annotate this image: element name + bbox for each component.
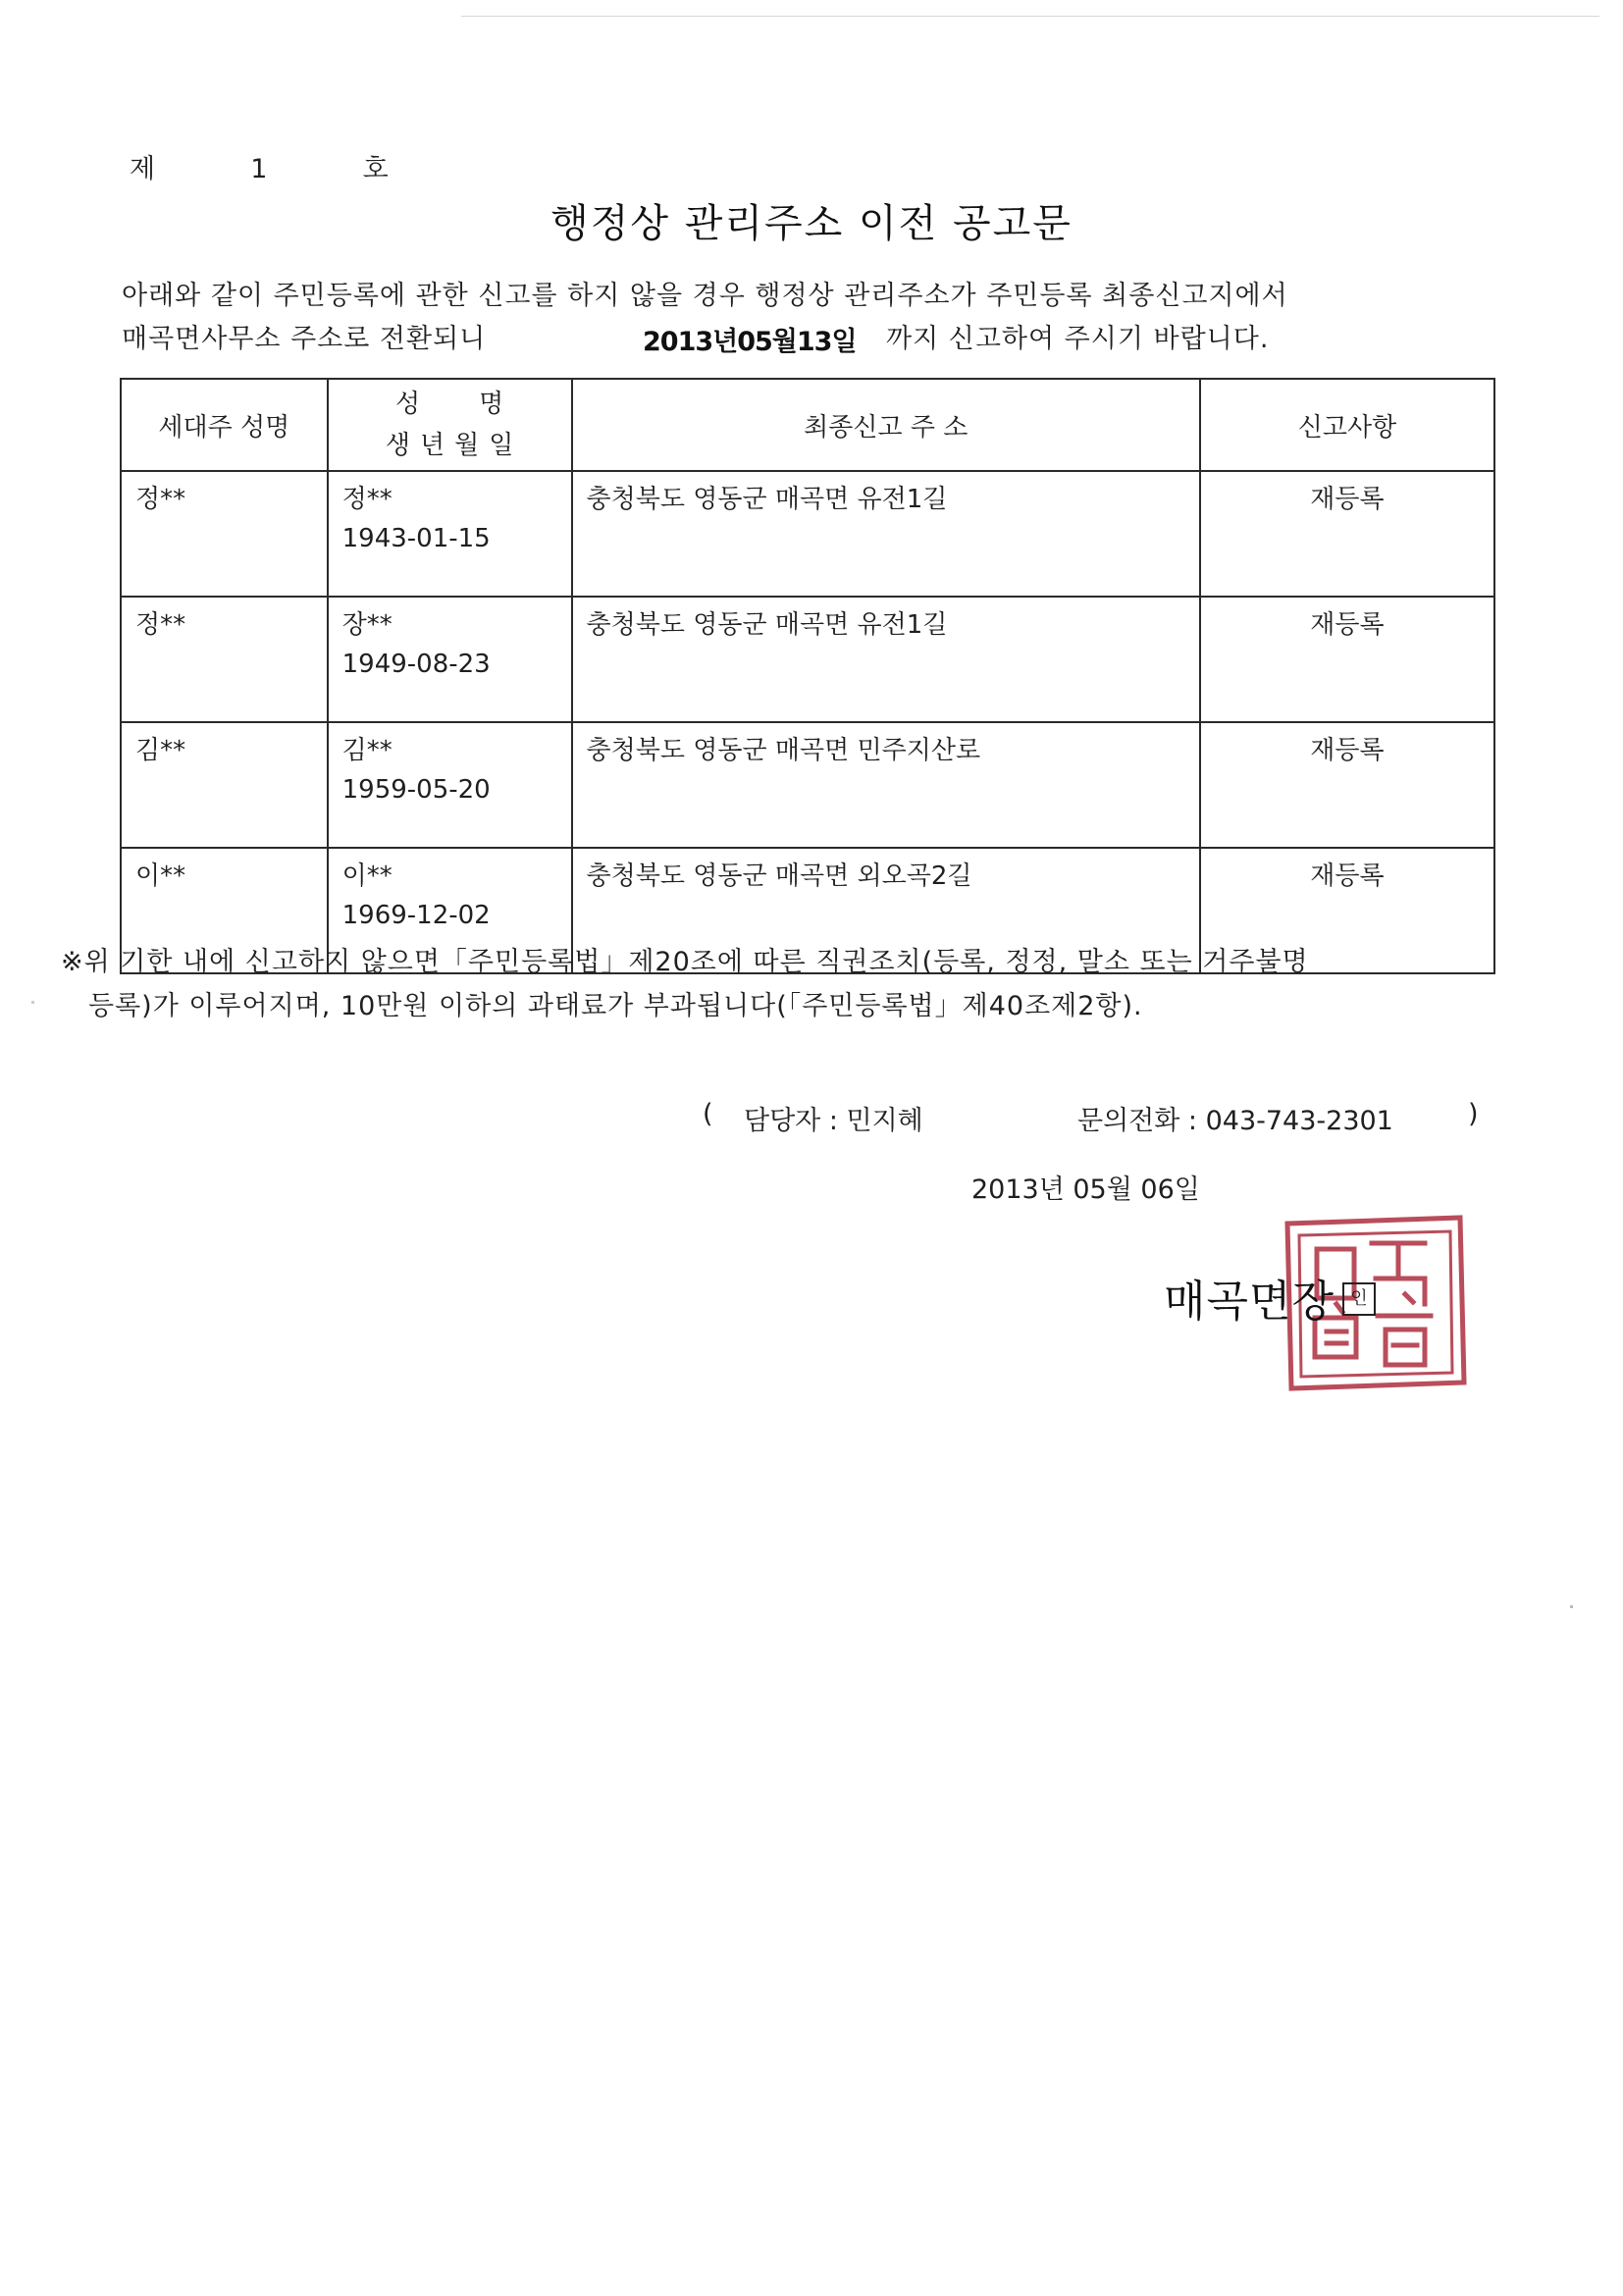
col-name-birth-header (328, 379, 572, 471)
status-cell: 재등록 (1200, 848, 1494, 973)
birth-value: 1949-08-23 (341, 650, 491, 679)
status-cell: 재등록 (1200, 597, 1494, 722)
page-title: 행정상 관리주소 이전 공고문 (550, 201, 1073, 246)
seal-mark: 인 (1342, 1282, 1376, 1316)
table-row (121, 597, 1494, 722)
householder-cell: 정** (121, 597, 328, 722)
signer-title: 매곡면장 (1164, 1277, 1335, 1327)
col-householder-header: 세대주 성명 (121, 379, 328, 471)
householder-cell: 정** (121, 471, 328, 597)
householder-cell: 이** (121, 848, 328, 973)
address-cell: 충청북도 영동군 매곡면 유전1길 (572, 597, 1200, 722)
footnote-line-2: 등록)가 이루어지며, 10만원 이하의 과태료가 부과됩니다(「주민등록법」제40조제2항). (88, 991, 1143, 1021)
col-address-header: 최종신고 주 소 (572, 379, 1200, 471)
name-birth-cell (328, 471, 572, 597)
householder-cell: 김** (121, 722, 328, 848)
address-cell: 충청북도 영동군 매곡면 민주지산로 (572, 722, 1200, 848)
birth-value: 1943-01-15 (341, 524, 491, 553)
notice-number (130, 147, 389, 185)
contact-paren-open: ( (703, 1099, 713, 1129)
intro-line-2-tail: 까지 신고하여 주시기 바랍니다. (886, 324, 1270, 354)
address-cell: 충청북도 영동군 매곡면 외오곡2길 (572, 848, 1200, 973)
intro-line-2: 매곡면사무소 주소로 전환되니 (122, 324, 487, 354)
table-header-row (121, 379, 1494, 471)
col-name-header: 성명 (394, 390, 563, 419)
table-row (121, 722, 1494, 848)
name-value: 이** (341, 861, 393, 891)
notice-number-value: 1 (250, 154, 268, 184)
contact-paren-close: ) (1468, 1099, 1479, 1129)
status-cell: 재등록 (1200, 722, 1494, 848)
notice-number-suffix: 호 (362, 154, 389, 184)
col-status-header: 신고사항 (1200, 379, 1494, 471)
name-value: 정** (341, 485, 393, 514)
status-cell: 재등록 (1200, 471, 1494, 597)
contact-phone: 문의전화 : 043-743-2301 (1077, 1106, 1393, 1136)
scan-speck (31, 1001, 34, 1004)
deadline-date: 2013년05월13일 (643, 327, 857, 357)
intro-line-1: 아래와 같이 주민등록에 관한 신고를 하지 않을 경우 행정상 관리주소가 주민등록 최종신고지에서 (122, 281, 1288, 311)
notice-number-prefix: 제 (130, 154, 156, 184)
scan-top-edge (461, 16, 1599, 17)
registration-table (120, 378, 1495, 974)
birth-value: 1959-05-20 (341, 775, 491, 805)
table-row (121, 471, 1494, 597)
name-birth-cell (328, 722, 572, 848)
address-cell: 충청북도 영동군 매곡면 유전1길 (572, 471, 1200, 597)
name-value: 장** (341, 610, 393, 640)
birth-value: 1969-12-02 (341, 901, 491, 930)
scan-speck (1570, 1605, 1573, 1608)
name-value: 김** (341, 736, 393, 765)
col-birth-header: 생년월일 (385, 431, 524, 460)
name-birth-cell (328, 597, 572, 722)
footnote-line-1: ※위 기한 내에 신고하지 않으면「주민등록법」제20조에 따른 직권조치(등록, 정정, 말소 또는 거주불명 (61, 947, 1309, 977)
issue-date: 2013년 05월 06일 (971, 1174, 1200, 1205)
contact-officer: 담당자 : 민지혜 (744, 1106, 923, 1136)
